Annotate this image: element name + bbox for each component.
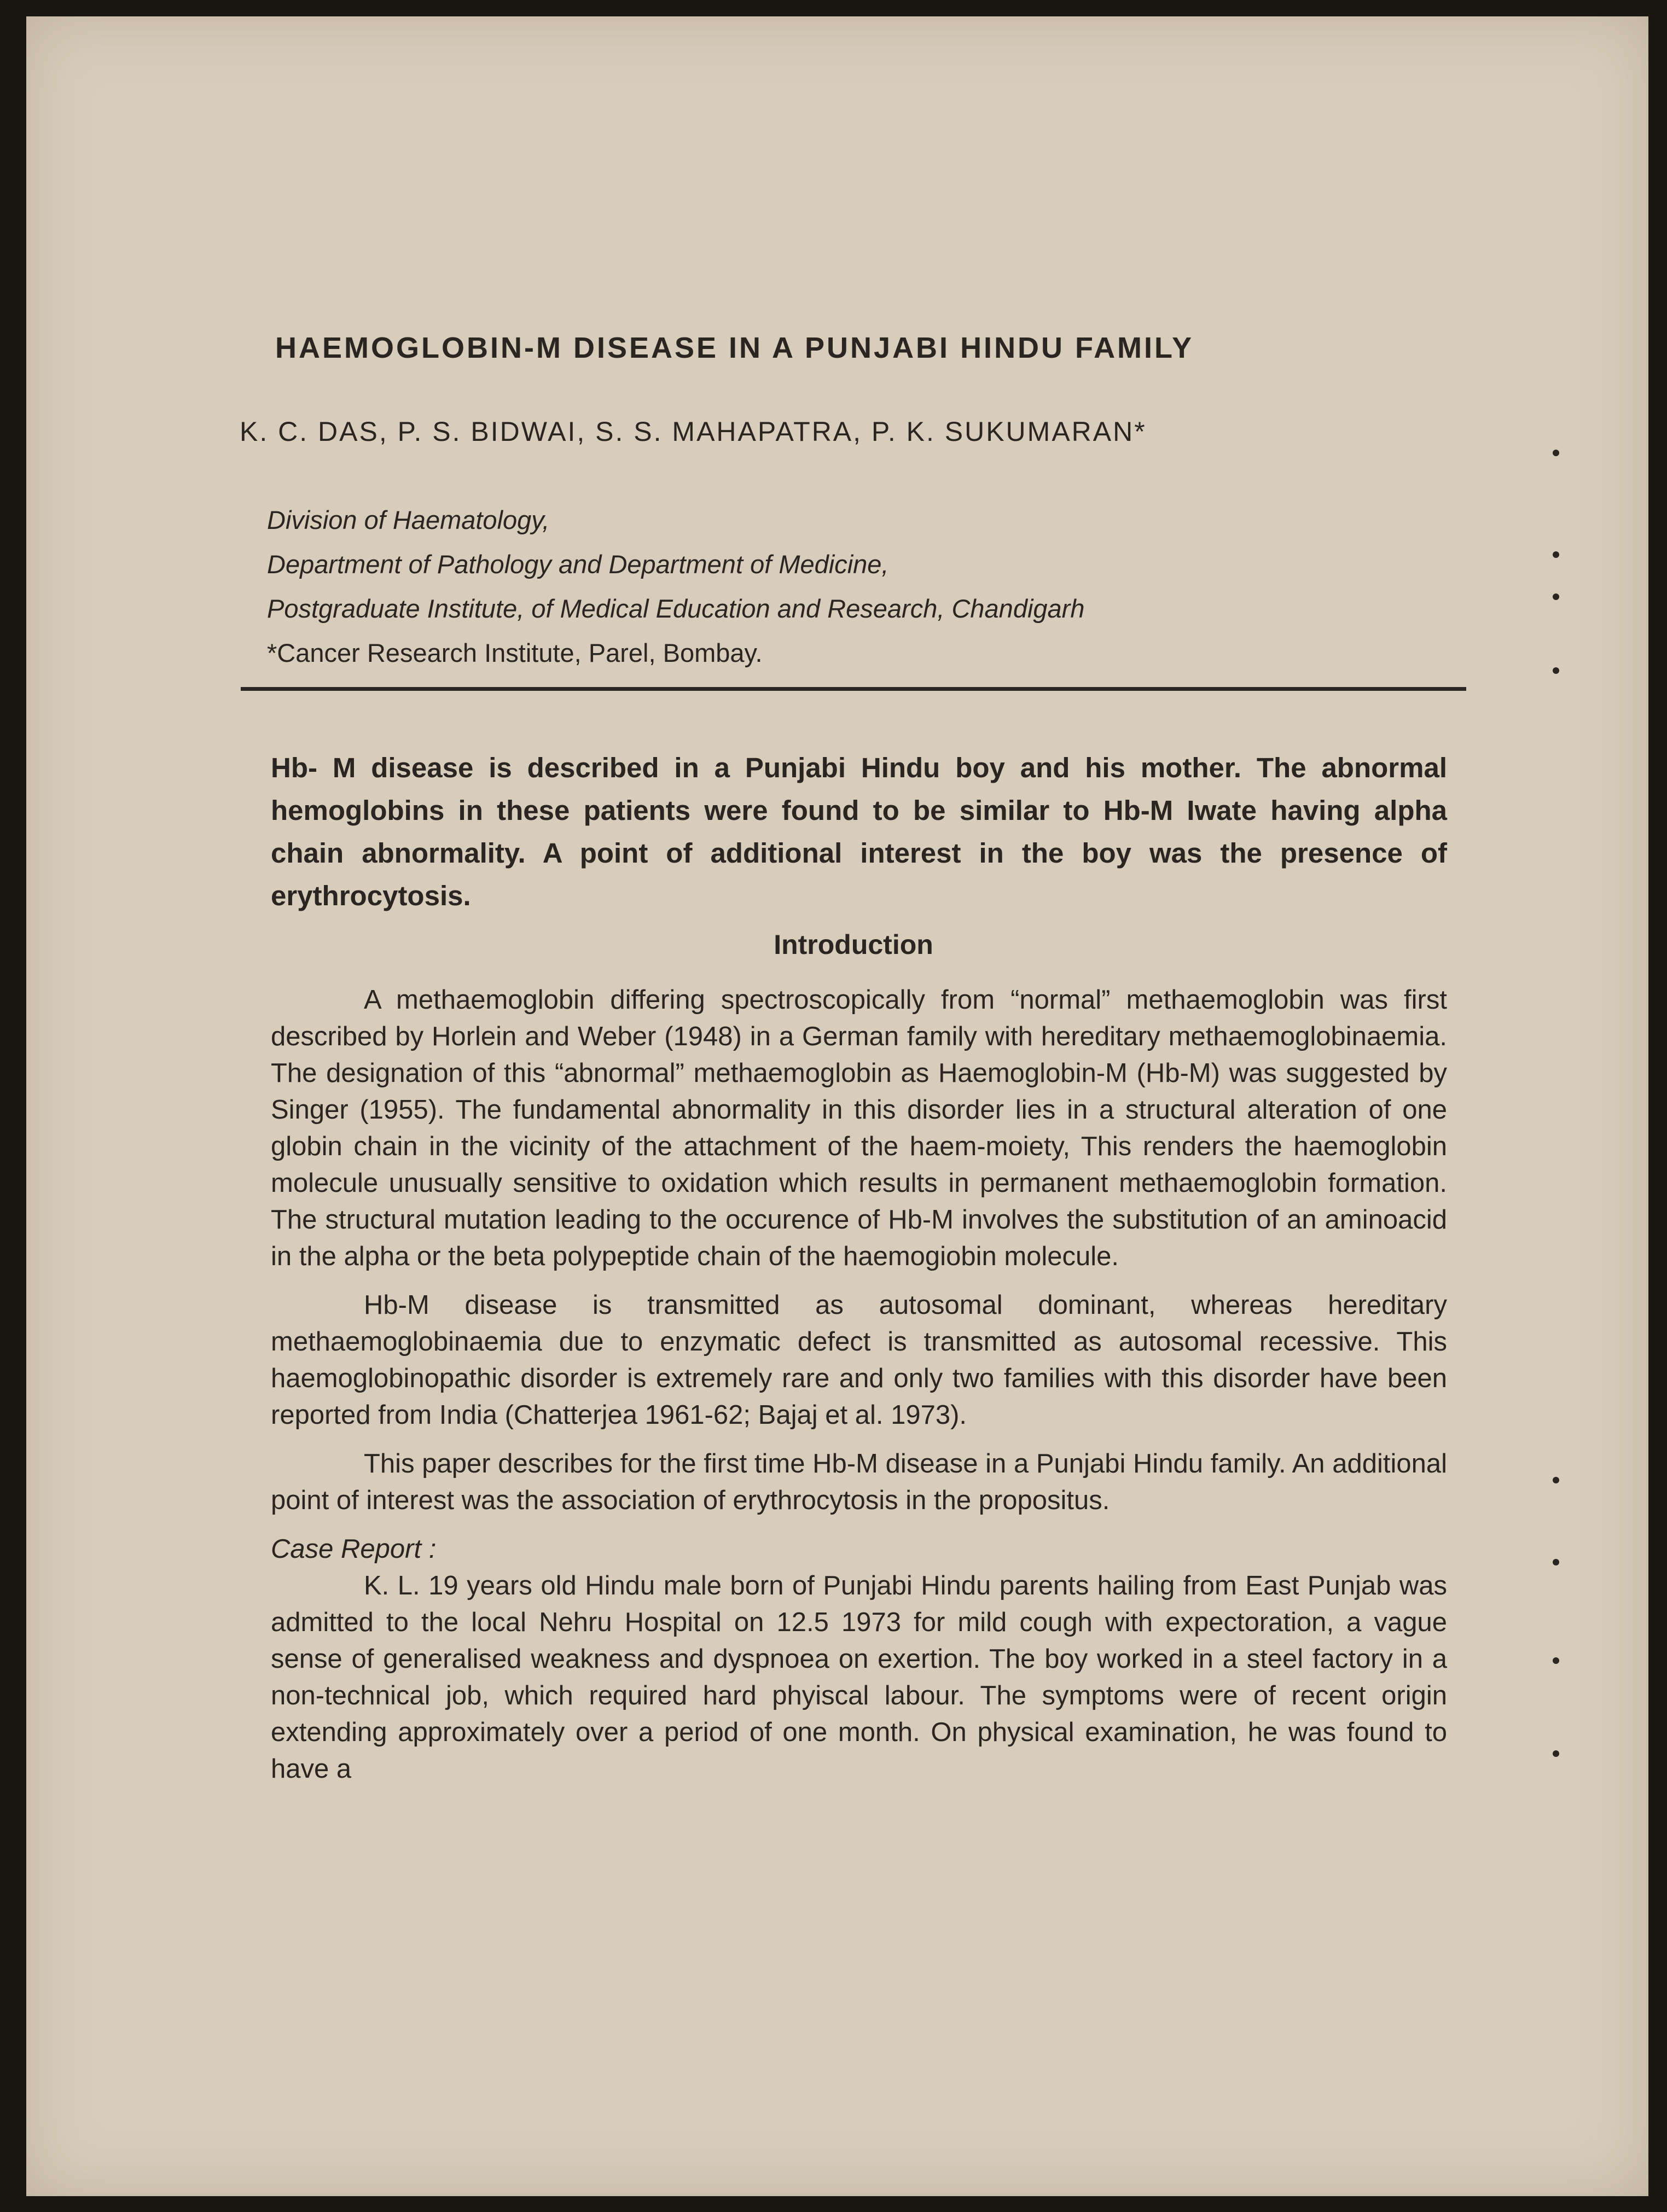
margin-dot <box>1553 450 1559 456</box>
section-heading-introduction: Introduction <box>774 929 933 960</box>
divider-rule <box>241 687 1466 691</box>
margin-dot <box>1553 593 1559 600</box>
affiliation-line: Division of Haematology, <box>267 505 550 534</box>
paragraph: This paper describes for the first time Hb-M disease in a Punjabi Hindu family. An additional point of interest was the association of erythrocytosis in the propositus. <box>271 1449 1447 1515</box>
paper-title: HAEMOGLOBIN-M DISEASE IN A PUNJABI HINDU FAMILY <box>275 331 1194 364</box>
affiliation-line: Postgraduate Institute, of Medical Education and Research, Chandigarh <box>267 594 1085 623</box>
margin-dot <box>1553 667 1559 674</box>
margin-dot <box>1553 1750 1559 1757</box>
section-heading-case-report: Case Report : <box>271 1534 437 1564</box>
affiliation-line: *Cancer Research Institute, Parel, Bombay. <box>267 638 763 667</box>
margin-dot <box>1553 1657 1559 1664</box>
author-list: K. C. DAS, P. S. BIDWAI, S. S. MAHAPATRA, P. K. SUKUMARAN* <box>240 416 1147 447</box>
paragraph: A methaemoglobin differing spectroscopically from “normal” methaemoglobin was first described by Horlein and Weber (1948) in a German family with hereditary methaemoglobinaemia. The designation of this “abnormal” methaemoglobin as Haemoglobin-M (Hb-M) was suggested by Singer (1955). The fundamental abnormality in this disorder lies in a structural alteration of one globin chain in the vicinity of the attachment of the haem-moiety, This renders the haemoglobin molecule unusually sensitive to oxidation which results in permanent methaemoglobin formation. The structural mutation leading to the occurence of Hb-M involves the substitution of an aminoacid in the alpha or the beta polypeptide chain of the haemogiobin molecule. <box>271 985 1447 1271</box>
document-page <box>26 16 1648 2196</box>
paragraph: Hb-M disease is transmitted as autosomal dominant, whereas hereditary methaemoglobinaemia due to enzymatic defect is transmitted as autosomal recessive. This haemoglobinopathic disorder is extremely rare and only two families with this disorder have been reported from India (Chatterjea 1961-62; Bajaj et al. 1973). <box>271 1290 1447 1430</box>
margin-dot <box>1553 551 1559 558</box>
margin-dot <box>1553 1559 1559 1565</box>
margin-dot <box>1553 1477 1559 1483</box>
body-text <box>271 982 1447 1800</box>
abstract: Hb- M disease is described in a Punjabi Hindu boy and his mother. The abnormal hemoglobins in these patients were found to be similar to Hb-M Iwate having alpha chain abnormality. A point of additional interest in the boy was the presence of erythrocytosis. <box>271 752 1447 911</box>
paragraph: K. L. 19 years old Hindu male born of Punjabi Hindu parents hailing from East Punjab was admitted to the local Nehru Hospital on 12.5 1973 for mild cough with expectoration, a vague sense of generalised weakness and dyspnoea on exertion. The boy worked in a steel factory in a non-technical job, which required hard phyiscal labour. The symptoms were of recent origin extending approximately over a period of one month. On physical examination, he was found to have a <box>271 1571 1447 1784</box>
affiliations <box>267 498 1471 675</box>
affiliation-line: Department of Pathology and Department of Medicine, <box>267 550 889 579</box>
